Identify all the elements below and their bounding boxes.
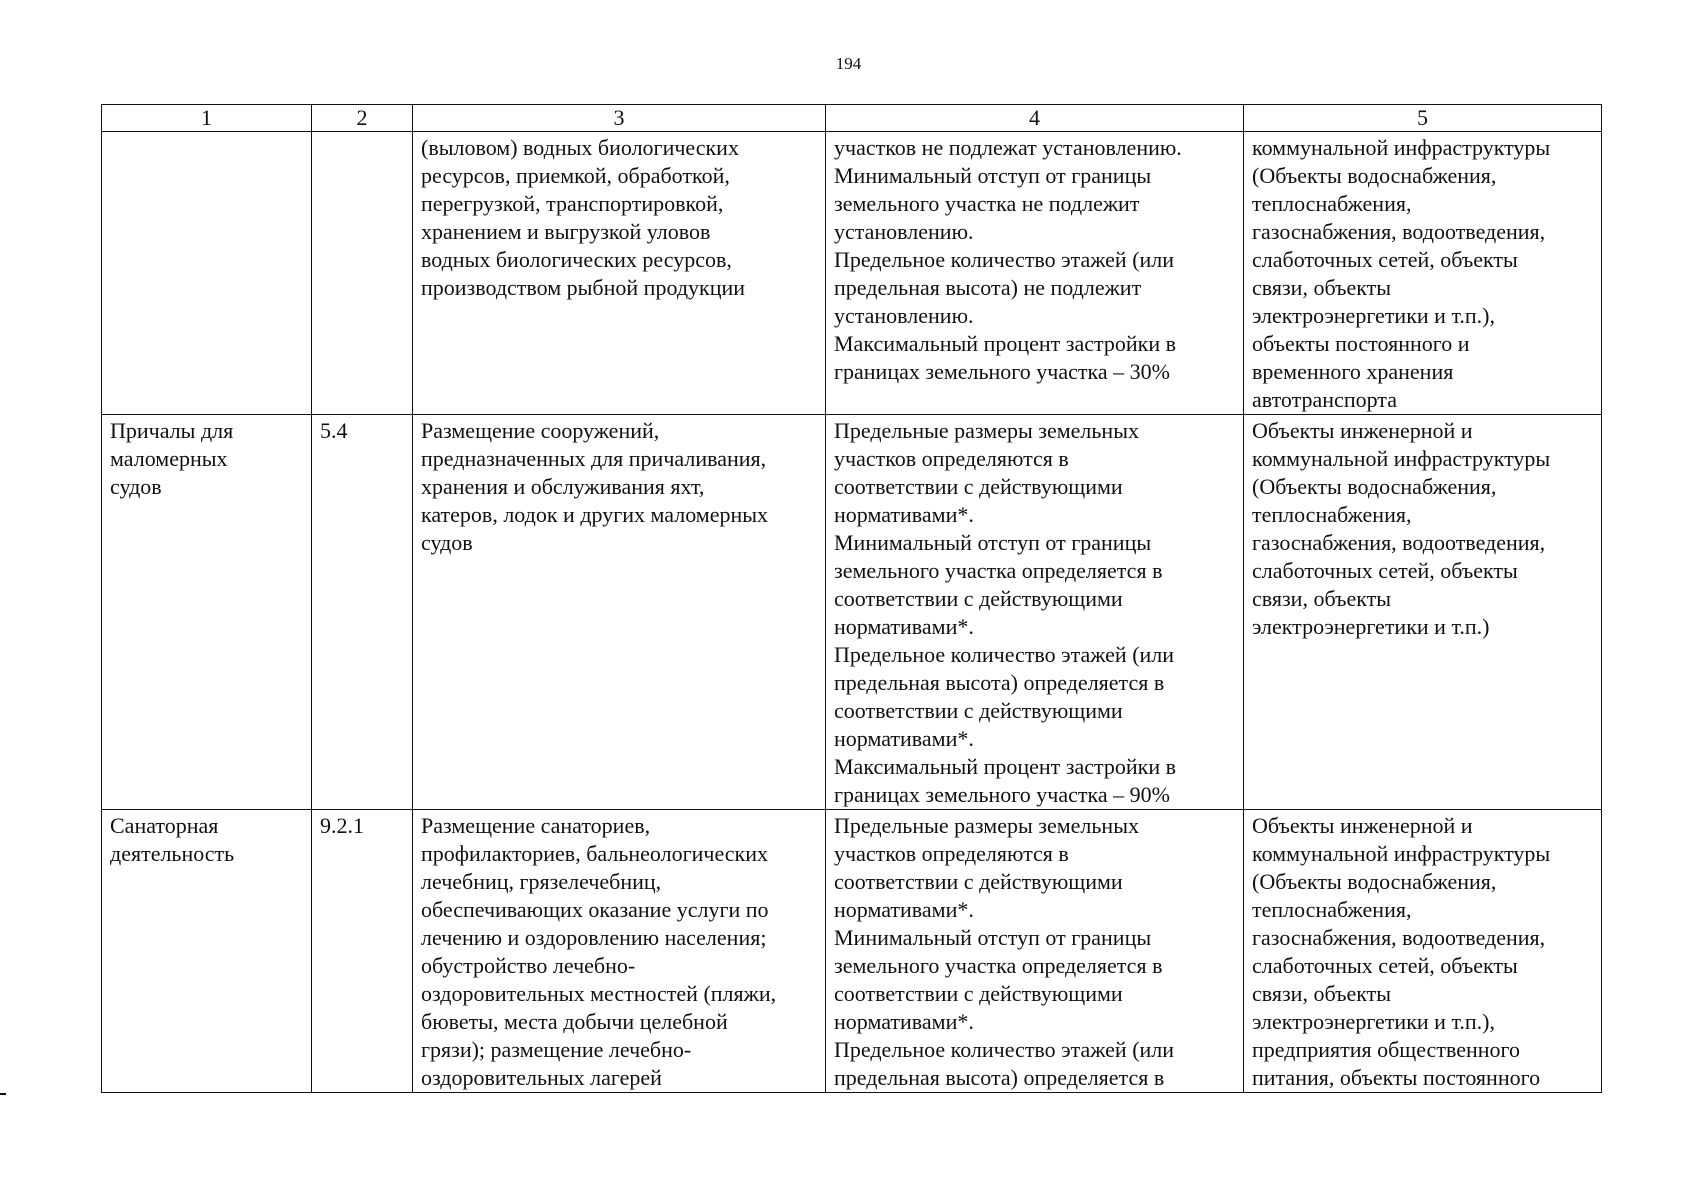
- header-row: [102, 105, 1602, 132]
- use-description-cell: Размещение санаториев, профилакториев, бальнеологических лечебниц, грязелечебниц, обеспечивающих оказание услуги по лечению и оздоровлению населения; обустройство лечебно- оздоровительных местностей (пляжи, бюветы, места добычи целебной грязи); размещение лечебно- оздоровительных лагерей: [413, 810, 826, 1093]
- margin-mark: [0, 1093, 6, 1095]
- parameters-cell: участков не подлежат установлению. Минимальный отступ от границы земельного участка не подлежит установлению. Предельное количество этажей (или предельная высота) не подлежит установлению. Максимальный процент застройки в границах земельного участка – 30%: [826, 132, 1244, 415]
- table-row: [102, 132, 1602, 415]
- infrastructure-cell: коммунальной инфраструктуры (Объекты водоснабжения, теплоснабжения, газоснабжения, водоотведения, слаботочных сетей, объекты связи, объекты электроэнергетики и т.п.), объекты постоянного и временного хранения автотранспорта: [1244, 132, 1602, 415]
- header-col-4: 4: [826, 105, 1244, 132]
- use-description-cell: Размещение сооружений, предназначенных для причаливания, хранения и обслуживания яхт, катеров, лодок и других маломерных судов: [413, 415, 826, 810]
- use-name-cell: Санаторная деятельность: [102, 810, 312, 1093]
- page-number: 194: [835, 54, 862, 73]
- parameters-cell: Предельные размеры земельных участков определяются в соответствии с действующими нормативами*. Минимальный отступ от границы земельного участка определяется в соответствии с действующими нормативами*. Предельное количество этажей (или предельная высота) определяется в соответствии с действующими нормативами*. Максимальный процент застройки в границах земельного участка – 90%: [826, 415, 1244, 810]
- use-code-cell: [312, 132, 413, 415]
- zoning-table: [101, 104, 1602, 1093]
- header-col-5: 5: [1244, 105, 1602, 132]
- use-description-cell: (выловом) водных биологических ресурсов, приемкой, обработкой, перегрузкой, транспортировкой, хранением и выгрузкой уловов водных биологических ресурсов, производством рыбной продукции: [413, 132, 826, 415]
- use-code-cell: 9.2.1: [312, 810, 413, 1093]
- use-name-cell: Причалы для маломерных судов: [102, 415, 312, 810]
- table-row: [102, 415, 1602, 810]
- header-col-3: 3: [413, 105, 826, 132]
- infrastructure-cell: Объекты инженерной и коммунальной инфраструктуры (Объекты водоснабжения, теплоснабжения, газоснабжения, водоотведения, слаботочных сетей, объекты связи, объекты электроэнергетики и т.п.): [1244, 415, 1602, 810]
- use-code-cell: 5.4: [312, 415, 413, 810]
- use-name-cell: [102, 132, 312, 415]
- table-row: [102, 810, 1602, 1093]
- header-col-1: 1: [102, 105, 312, 132]
- header-col-2: 2: [312, 105, 413, 132]
- infrastructure-cell: Объекты инженерной и коммунальной инфраструктуры (Объекты водоснабжения, теплоснабжения, газоснабжения, водоотведения, слаботочных сетей, объекты связи, объекты электроэнергетики и т.п.), предприятия общественного питания, объекты постоянного: [1244, 810, 1602, 1093]
- parameters-cell: Предельные размеры земельных участков определяются в соответствии с действующими нормативами*. Минимальный отступ от границы земельного участка определяется в соответствии с действующими нормативами*. Предельное количество этажей (или предельная высота) определяется в: [826, 810, 1244, 1093]
